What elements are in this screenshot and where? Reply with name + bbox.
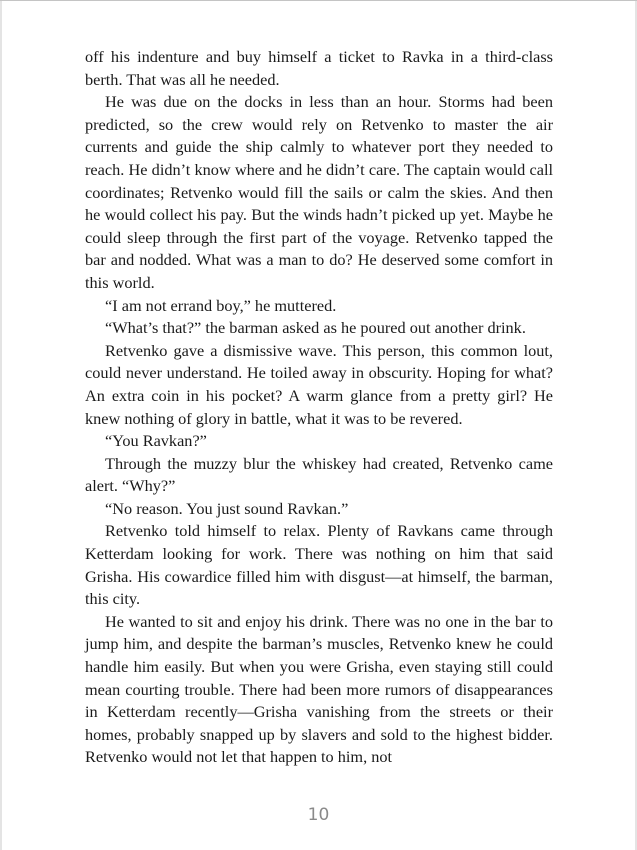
paragraph: Through the muzzy blur the whiskey had created, Retvenko came alert. “Why?” [85,453,553,496]
paragraph: “I am not errand boy,” he muttered. [105,295,337,315]
paragraph: Retvenko gave a dismissive wave. This person, this common lout, could never understand. He toiled away in obscurity. Hoping for what? An extra coin in his pocket? A warm glance from a pretty girl? He knew nothing of glory in battle, what it was to be revered. [85,340,553,428]
paragraph: “No reason. You just sound Ravkan.” [105,498,349,518]
paragraph: He was due on the docks in less than an hour. Storms had been predicted, so the crew would rely on Retvenko to master the air currents and guide the ship calmly to whatever port they needed to reach. He didn’t know where and he didn’t care. The captain would call coordinates; Retvenko would fill the sails or calm the skies. And then he would collect his pay. But the winds hadn’t picked up yet. Maybe he could sleep through the first part of the voyage. Retvenko tapped the bar and nodded. What was a man to do? He deserved some comfort in this world. [85,92,553,292]
page-edge-left [0,1,2,850]
paragraph: “You Ravkan?” [105,431,207,451]
paragraph: off his indenture and buy himself a ticket to Ravka in a third-class berth. That was all he needed. [85,47,553,89]
paragraph: Retvenko told himself to relax. Plenty of Ravkans came through Ketterdam looking for work. There was nothing on him that said Grisha. His cowardice filled him with disgust—at himself, the barman, this city. [85,521,553,609]
page-number: 10 [307,805,330,825]
page-body [85,46,553,769]
paragraph: He wanted to sit and enjoy his drink. There was no one in the bar to jump him, and despite the barman’s muscles, Retvenko knew he could handle him easily. But when you were Grisha, even staying still could mean courting trouble. There had been more rumors of disappearances in Ketterdam recently—Grisha vanishing from the streets or their homes, probably snapped up by slavers and sold to the highest bidder. Retvenko would not let that happen to him, not [85,611,553,767]
paragraph: “What’s that?” the barman asked as he poured out another drink. [105,318,526,338]
